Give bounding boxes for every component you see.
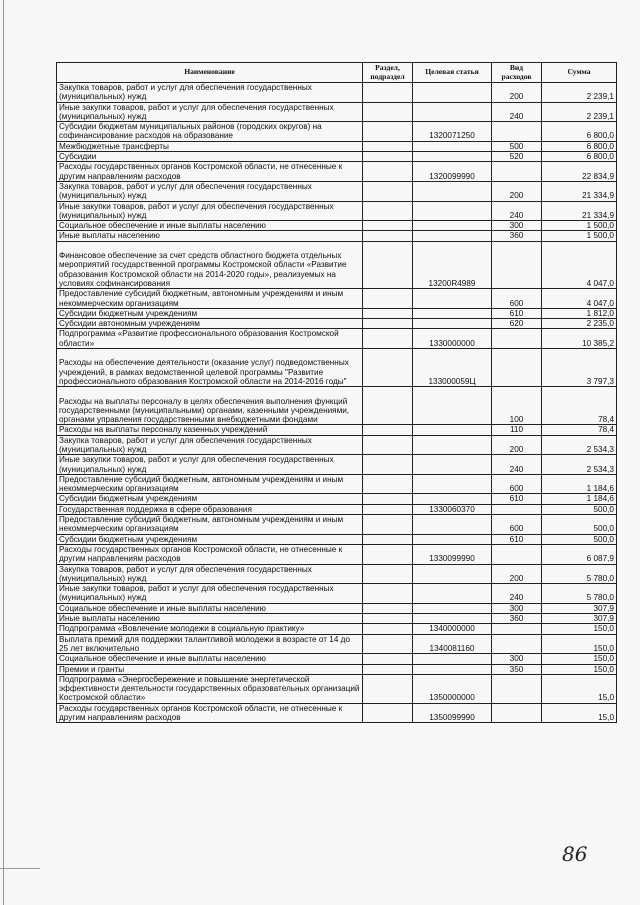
header-name: Наименование [57,63,363,83]
cell-sum: 21 334,9 [542,201,617,221]
cell-sum: 4 047,0 [542,289,617,309]
cell-sum: 150,0 [542,634,617,654]
cell-section [363,624,413,634]
cell-expense-kind: 240 [492,102,542,122]
cell-sum: 6 800,0 [542,141,617,151]
cell-name: Премии и гранты [57,664,363,674]
cell-name: Финансовое обеспечение за счет средств областного бюджета отдельных мероприятий государственной программы Костромской области «Развитие образования Костромской области на 2014-2020 годы», реализуемых на условиях софинансирования [57,241,363,289]
table-row [57,634,617,654]
cell-sum: 307,9 [542,603,617,613]
cell-target-article [413,387,492,425]
cell-target-article: 1350000000 [413,674,492,703]
table-row [57,624,617,634]
cell-expense-kind: 200 [492,564,542,584]
cell-sum: 5 780,0 [542,584,617,604]
cell-target-article [413,614,492,624]
cell-section [363,474,413,494]
budget-table [56,62,617,723]
cell-sum: 2 534,3 [542,455,617,475]
cell-expense-kind: 600 [492,515,542,535]
cell-section [363,435,413,455]
header-expense-kind: Вид расходов [492,63,542,83]
cell-section [363,703,413,723]
cell-section [363,387,413,425]
cell-sum: 15,0 [542,703,617,723]
table-row [57,614,617,624]
table-row [57,544,617,564]
cell-target-article [413,435,492,455]
cell-name: Предоставление субсидий бюджетным, автономным учреждениям и иным некоммерческим организациям [57,289,363,309]
cell-expense-kind [492,624,542,634]
cell-name: Субсидии бюджетам муниципальных районов (городских округов) на софинансирование расходов на образование [57,122,363,142]
table-row [57,654,617,664]
cell-target-article: 1340000000 [413,624,492,634]
table-row [57,504,617,514]
cell-sum: 3 797,3 [542,349,617,387]
cell-expense-kind [492,349,542,387]
table-row [57,564,617,584]
cell-section [363,654,413,664]
cell-section [363,152,413,162]
cell-expense-kind [492,504,542,514]
cell-name: Расходы на выплаты персоналу в целях обеспечения выполнения функций государственными (муниципальными) органами, казенными учреждениями, органами управления государственными внебюджетными фондами [57,387,363,425]
cell-section [363,221,413,231]
cell-expense-kind [492,674,542,703]
cell-sum: 500,0 [542,515,617,535]
cell-name: Предоставление субсидий бюджетным, автономным учреждениям и иным некоммерческим организациям [57,515,363,535]
cell-sum: 150,0 [542,654,617,664]
table-row [57,83,617,103]
cell-name: Субсидии [57,152,363,162]
cell-name: Иные закупки товаров, работ и услуг для обеспечения государственных (муниципальных) нужд [57,102,363,122]
cell-section [363,603,413,613]
cell-sum: 2 239,1 [542,83,617,103]
cell-sum: 22 834,9 [542,162,617,182]
cell-expense-kind [492,162,542,182]
cell-expense-kind [492,122,542,142]
header-sum: Сумма [542,63,617,83]
cell-section [363,564,413,584]
cell-name: Закупка товаров, работ и услуг для обеспечения государственных (муниципальных) нужд [57,181,363,201]
cell-expense-kind: 610 [492,534,542,544]
cell-target-article [413,102,492,122]
cell-target-article: 133000059Ц [413,349,492,387]
cell-name: Социальное обеспечение и иные выплаты населению [57,603,363,613]
cell-section [363,494,413,504]
cell-target-article: 1330000000 [413,329,492,349]
cell-section [363,181,413,201]
cell-section [363,122,413,142]
cell-target-article [413,152,492,162]
cell-name: Расходы на выплаты персоналу казенных учреждений [57,425,363,435]
cell-expense-kind: 500 [492,141,542,151]
cell-target-article [413,289,492,309]
cell-section [363,534,413,544]
cell-expense-kind: 100 [492,387,542,425]
cell-name: Социальное обеспечение и иные выплаты населению [57,654,363,664]
header-target-article: Целевая статья [413,63,492,83]
cell-sum: 6 087,9 [542,544,617,564]
table-row [57,221,617,231]
cell-target-article [413,221,492,231]
cell-section [363,241,413,289]
cell-target-article: 1320099990 [413,162,492,182]
cell-target-article [413,494,492,504]
table-row [57,308,617,318]
cell-sum: 78,4 [542,425,617,435]
table-row [57,515,617,535]
cell-section [363,664,413,674]
cell-expense-kind: 240 [492,584,542,604]
cell-name: Подпрограмма «Вовлечение молодежи в социальную практику» [57,624,363,634]
cell-expense-kind: 350 [492,664,542,674]
cell-sum: 1 812,0 [542,308,617,318]
table-row [57,674,617,703]
cell-sum: 1 500,0 [542,231,617,241]
cell-expense-kind [492,241,542,289]
cell-section [363,614,413,624]
cell-sum: 21 334,9 [542,181,617,201]
table-row [57,201,617,221]
cell-expense-kind: 300 [492,603,542,613]
cell-section [363,162,413,182]
cell-target-article [413,654,492,664]
table-row [57,474,617,494]
cell-name: Социальное обеспечение и иные выплаты населению [57,221,363,231]
cell-target-article [413,83,492,103]
cell-sum: 500,0 [542,534,617,544]
cell-target-article: 1350099990 [413,703,492,723]
cell-name: Субсидии автономным учреждениям [57,319,363,329]
cell-target-article [413,231,492,241]
cell-sum: 10 385,2 [542,329,617,349]
cell-name: Субсидии бюджетным учреждениям [57,494,363,504]
table-row [57,162,617,182]
cell-section [363,201,413,221]
cell-sum: 2 235,0 [542,319,617,329]
table-row [57,102,617,122]
cell-name: Подпрограмма «Развитие профессионального образования Костромской области» [57,329,363,349]
table-row [57,387,617,425]
cell-target-article [413,141,492,151]
table-row [57,289,617,309]
cell-sum: 1 184,6 [542,474,617,494]
cell-sum: 2 239,1 [542,102,617,122]
cell-expense-kind: 600 [492,474,542,494]
cell-sum: 6 800,0 [542,122,617,142]
table-row [57,181,617,201]
cell-section [363,584,413,604]
header-section: Раздел, подраздел [363,63,413,83]
cell-name: Иные закупки товаров, работ и услуг для обеспечения государственных (муниципальных) нужд [57,201,363,221]
cell-expense-kind: 360 [492,614,542,624]
scan-edge-mark [0,868,40,869]
cell-expense-kind [492,544,542,564]
cell-expense-kind: 200 [492,435,542,455]
cell-name: Расходы государственных органов Костромской области, не отнесенные к другим направлениям расходов [57,544,363,564]
cell-name: Межбюджетные трансферты [57,141,363,151]
cell-expense-kind: 520 [492,152,542,162]
cell-section [363,329,413,349]
cell-target-article [413,181,492,201]
cell-section [363,308,413,318]
table-row [57,319,617,329]
cell-sum: 4 047,0 [542,241,617,289]
cell-expense-kind: 110 [492,425,542,435]
cell-target-article [413,515,492,535]
cell-sum: 500,0 [542,504,617,514]
table-row [57,494,617,504]
cell-name: Закупка товаров, работ и услуг для обеспечения государственных (муниципальных) нужд [57,83,363,103]
cell-name: Расходы государственных органов Костромской области, не отнесенные к другим направлениям расходов [57,162,363,182]
cell-name: Закупка товаров, работ и услуг для обеспечения государственных (муниципальных) нужд [57,564,363,584]
cell-section [363,319,413,329]
cell-name: Расходы на обеспечение деятельности (оказание услуг) подведомственных учреждений, в рамках ведомственной целевой программы "Развитие профессионального образования Костромской области на 2014-2016 годы" [57,349,363,387]
cell-sum: 307,9 [542,614,617,624]
cell-sum: 5 780,0 [542,564,617,584]
cell-sum: 78,4 [542,387,617,425]
cell-target-article [413,564,492,584]
cell-target-article [413,603,492,613]
table-row [57,329,617,349]
cell-expense-kind: 600 [492,289,542,309]
cell-sum: 1 500,0 [542,221,617,231]
cell-name: Предоставление субсидий бюджетным, автономным учреждениям и иным некоммерческим организациям [57,474,363,494]
cell-target-article: 1340081160 [413,634,492,654]
cell-target-article [413,201,492,221]
table-row [57,534,617,544]
table-row [57,122,617,142]
cell-expense-kind [492,329,542,349]
cell-expense-kind: 620 [492,319,542,329]
page-number: 86 [562,842,588,866]
cell-sum: 150,0 [542,624,617,634]
table-row [57,435,617,455]
table-row [57,152,617,162]
cell-section [363,102,413,122]
cell-sum: 15,0 [542,674,617,703]
cell-sum: 1 184,6 [542,494,617,504]
cell-section [363,83,413,103]
cell-expense-kind: 240 [492,455,542,475]
cell-expense-kind [492,703,542,723]
cell-expense-kind: 200 [492,83,542,103]
table-row [57,349,617,387]
cell-expense-kind: 610 [492,494,542,504]
cell-name: Закупка товаров, работ и услуг для обеспечения государственных (муниципальных) нужд [57,435,363,455]
table-row [57,664,617,674]
cell-expense-kind: 300 [492,654,542,664]
cell-name: Государственная поддержка в сфере образования [57,504,363,514]
cell-section [363,289,413,309]
table-row [57,455,617,475]
cell-target-article [413,425,492,435]
cell-expense-kind: 300 [492,221,542,231]
cell-name: Подпрограмма «Энергосбережение и повышение энергетической эффективности деятельности государственных образовательных организаций Костромской области» [57,674,363,703]
cell-section [363,674,413,703]
table-row [57,584,617,604]
cell-expense-kind: 200 [492,181,542,201]
table-row [57,603,617,613]
cell-name: Иные выплаты населению [57,231,363,241]
cell-expense-kind: 240 [492,201,542,221]
scan-edge-line [3,0,4,905]
cell-name: Субсидии бюджетным учреждениям [57,308,363,318]
cell-target-article [413,474,492,494]
cell-section [363,349,413,387]
cell-expense-kind [492,634,542,654]
cell-name: Субсидии бюджетным учреждениям [57,534,363,544]
cell-section [363,515,413,535]
cell-sum: 2 534,3 [542,435,617,455]
cell-name: Иные выплаты населению [57,614,363,624]
cell-target-article: 1320071250 [413,122,492,142]
cell-target-article [413,664,492,674]
cell-target-article [413,319,492,329]
table-body [57,83,617,723]
cell-target-article [413,584,492,604]
table-row [57,425,617,435]
cell-target-article [413,455,492,475]
table-row [57,703,617,723]
cell-target-article: 1330099990 [413,544,492,564]
cell-name: Выплата премий для поддержки талантливой молодежи в возрасте от 14 до 25 лет включительно [57,634,363,654]
cell-name: Расходы государственных органов Костромской области, не отнесенные к другим направлениям расходов [57,703,363,723]
cell-section [363,634,413,654]
cell-section [363,455,413,475]
cell-expense-kind: 610 [492,308,542,318]
cell-sum: 6 800,0 [542,152,617,162]
cell-name: Иные закупки товаров, работ и услуг для обеспечения государственных (муниципальных) нужд [57,584,363,604]
cell-target-article [413,308,492,318]
table-header-row [57,63,617,83]
cell-target-article: 1330060370 [413,504,492,514]
table-row [57,141,617,151]
cell-target-article [413,534,492,544]
cell-section [363,231,413,241]
cell-sum: 150,0 [542,664,617,674]
cell-section [363,544,413,564]
cell-name: Иные закупки товаров, работ и услуг для обеспечения государственных (муниципальных) нужд [57,455,363,475]
table-row [57,241,617,289]
cell-section [363,141,413,151]
cell-section [363,504,413,514]
cell-section [363,425,413,435]
cell-expense-kind: 360 [492,231,542,241]
table-row [57,231,617,241]
cell-target-article: 13200R4989 [413,241,492,289]
